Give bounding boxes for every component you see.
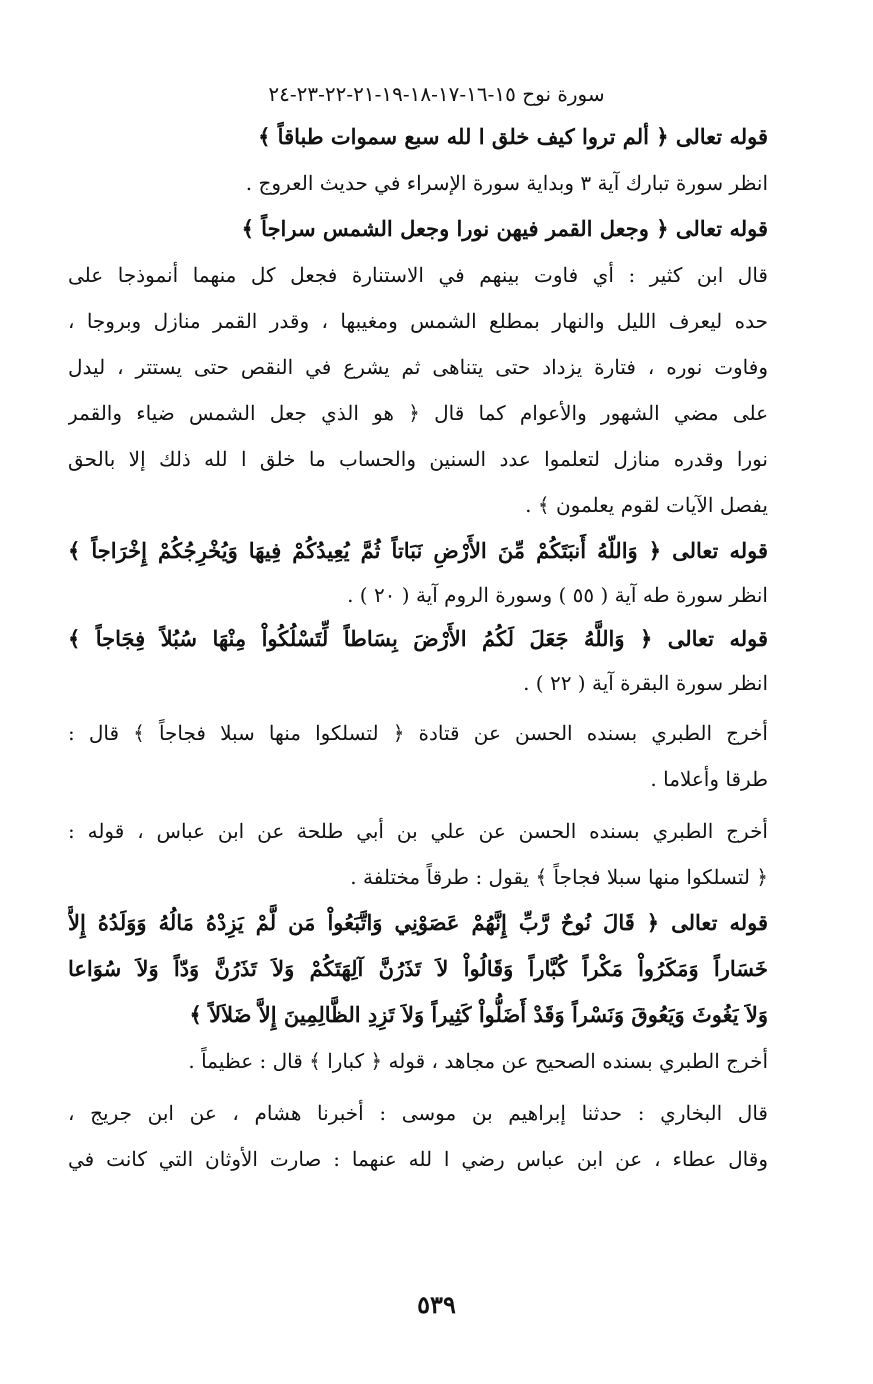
page-number: ٥٣٩ <box>417 1290 456 1319</box>
verse-heading-3: قوله تعالى ﴿ وَاللّهُ أَنبَتَكُمْ مِّنَ الأَرْضِ نَبَاتاً ثُمَّ يُعِيدُكُمْ فِيهَا وَيُخْرِجُكُمْ إِخْرَاجاً ﴾ <box>68 538 768 563</box>
verse-heading-5-cont: وَلاَ يَغُوثَ وَيَعُوقَ وَنَسْراً وَقَدْ أَضَلُّواْ كَثِيراً وَلاَ تَزِدِ الظَّالِمِينَ إِلاَّ ضَلاَلاً ﴾ <box>189 1002 768 1027</box>
commentary-line: حده ليعرف الليل والنهار بمطلع الشمس ومغيبها ، وقدر القمر منازل وبروجا ، <box>68 309 768 333</box>
commentary-line: على مضي الشهور والأعوام كما قال ﴿ هو الذي جعل الشمس ضياء والقمر <box>68 401 768 425</box>
page-body <box>68 114 768 1182</box>
narration-line: وقال عطاء ، عن ابن عباس رضي ا لله عنهما : صارت الأوثان التي كانت في <box>68 1147 768 1171</box>
narration-line: ﴿ لتسلكوا منها سبلا فجاجاً ﴾ يقول : طرقاً مختلفة . <box>350 865 768 889</box>
commentary-line: يفصل الآيات لقوم يعلمون ﴾ . <box>525 493 768 517</box>
narration-line: أخرج الطبري بسنده الحسن عن قتادة ﴿ لتسلكوا منها سبلا فجاجاً ﴾ قال : <box>68 721 768 745</box>
cross-reference-1: انظر سورة تبارك آية ٣ وبداية سورة الإسراء في حديث العروج . <box>245 171 768 195</box>
narration-line: قال البخاري : حدثنا إبراهيم بن موسى : أخبرنا هشام ، عن ابن جريج ، <box>68 1101 768 1125</box>
commentary-line: وفاوت نوره ، فتارة يزداد حتى يتناهى ثم يشرع في النقص حتى يستتر ، ليدل <box>68 355 768 379</box>
cross-reference-2: انظر سورة طه آية ( ٥٥ ) وسورة الروم آية ( ٢٠ ) . <box>347 583 768 607</box>
verse-heading-2: قوله تعالى ﴿ وجعل القمر فيهن نورا وجعل الشمس سراجاً ﴾ <box>241 216 768 241</box>
verse-heading-4: قوله تعالى ﴿ وَاللَّهُ جَعَلَ لَكُمُ الأَرْضَ بِسَاطاً لِّتَسْلُكُواْ مِنْهَا سُبُلاً فِجَاجاً ﴾ <box>68 626 768 651</box>
narration-line: أخرج الطبري بسنده الصحيح عن مجاهد ، قوله ﴿ كبارا ﴾ قال : عظيماً . <box>188 1049 768 1073</box>
commentary-line: قال ابن كثير : أي فاوت بينهم في الاستنارة فجعل كل منهما أنموذجا على <box>68 263 768 287</box>
verse-heading-5: قوله تعالى ﴿ قَالَ نُوحٌ رَّبِّ إِنَّهُمْ عَصَوْنِي وَاتَّبَعُواْ مَن لَّمْ يَزِدْهُ مَالُهُ وَوَلَدُهُ إِلاَّ <box>68 910 768 935</box>
narration-line: طرقا وأعلاما . <box>650 767 768 791</box>
running-header: سورة نوح ١٥-١٦-١٧-١٨-١٩-٢١-٢٢-٢٣-٢٤ <box>268 82 605 106</box>
cross-reference-3: انظر سورة البقرة آية ( ٢٢ ) . <box>523 671 768 695</box>
commentary-line: نورا وقدره منازل لتعلموا عدد السنين والحساب ما خلق ا لله ذلك إلا بالحق <box>68 447 768 471</box>
verse-heading-5-cont: خَسَاراً وَمَكَرُواْ مَكْراً كُبَّاراً وَقَالُواْ لاَ تَذَرُنَّ آلِهَتَكُمْ وَلاَ تَذَرُنَّ وَدّاً وَلاَ سُوَاعا <box>68 956 768 981</box>
narration-line: أخرج الطبري بسنده الحسن عن علي بن أبي طلحة عن ابن عباس ، قوله : <box>68 819 768 843</box>
verse-heading-1: قوله تعالى ﴿ ألم تروا كيف خلق ا لله سبع سموات طباقاً ﴾ <box>258 124 768 149</box>
